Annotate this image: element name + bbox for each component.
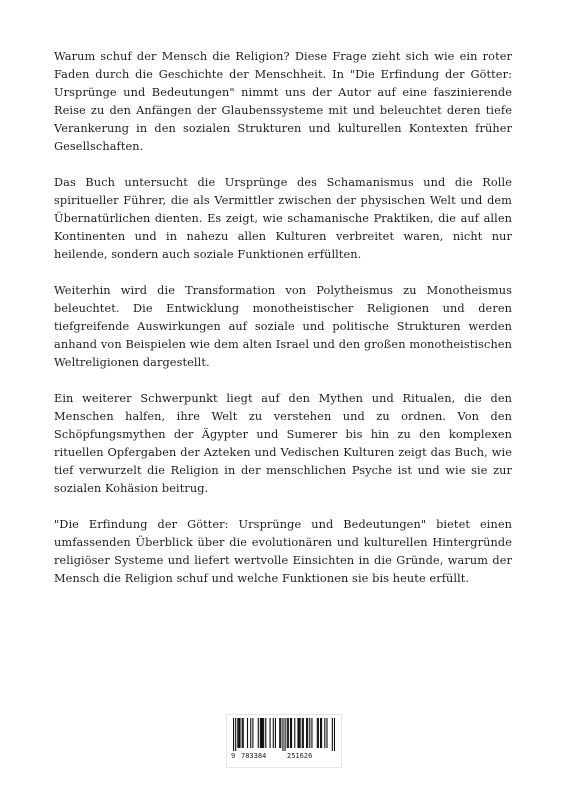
barcode-bar xyxy=(270,718,271,748)
barcode-bar xyxy=(291,718,292,748)
paragraph-4: Ein weiterer Schwerpunkt liegt auf den Mythen und Ritualen, die den Menschen halfen, ihre Welt zu verstehen und zu ordnen. Von den Schöpfungsmythen der Ägypter und Sumerer bis hin zu den komplexen rituellen Opfergaben der Azteken und Vedischen Kulturen zeigt das Buch, wie tief verwurzelt die Religion in der menschlichen Psyche ist und wie sie zur sozialen Kohäsion beitrug. xyxy=(54,392,512,495)
barcode-bar xyxy=(280,718,281,748)
barcode-bar xyxy=(334,718,335,751)
paragraph-2: Das Buch untersucht die Ursprünge des Schamanismus und die Rolle spiritueller Führer, die als Vermittler zwischen der physischen Welt und dem Übernatürlichen dienten. Es zeigt, wie schamanische Praktiken, die auf allen Kontinenten und in nahezu allen Kulturen verbreitet waren, nicht nur heilende, sondern auch soziale Funktionen erfüllten. xyxy=(54,176,512,261)
barcode-bar xyxy=(237,718,238,748)
barcode-bar xyxy=(317,718,318,748)
barcode-bar xyxy=(258,718,259,748)
barcode-bar xyxy=(263,718,264,748)
barcode-bar xyxy=(247,718,248,748)
barcode-bar xyxy=(273,718,274,748)
paragraph-1: Warum schuf der Mensch die Religion? Diese Frage zieht sich wie ein roter Faden durch die Geschichte der Menschheit. In "Die Erfindung der Götter: Ursprünge und Bedeutungen" nimmt uns der Autor auf eine faszinierende Reise zu den Anfängen der Glaubenssysteme mit und beleuchtet deren tiefe Verankerung in den sozialen Strukturen und kulturellen Kontexten früher Gesellschaften. xyxy=(54,50,512,153)
paragraph-3: Weiterhin wird die Transformation von Polytheismus zu Monotheismus beleuchtet. Die Entwicklung monotheistischer Religionen und deren tiefgreifende Auswirkungen auf soziale und politische Strukturen werden anhand von Beispielen wie dem alten Israel und den großen monotheistischen Weltreligionen dargestellt. xyxy=(54,284,512,369)
paragraph-5: "Die Erfindung der Götter: Ursprünge und Bedeutungen" bietet einen umfassenden Überblick über die evolutionären und kulturellen Hintergründe religiöser Systeme und liefert wertvolle Einsichten in die Gründe, warum der Mensch die Religion schuf und welche Funktionen sie bis heute erfüllt. xyxy=(54,518,512,585)
barcode-bar xyxy=(265,718,266,748)
barcode-bar xyxy=(324,718,325,748)
barcode-left-group: 783384 xyxy=(241,752,267,760)
barcode-bar xyxy=(306,718,307,748)
barcode-bar xyxy=(311,718,312,748)
barcode-first-digit: 9 xyxy=(231,752,236,760)
barcode-bar xyxy=(302,718,303,748)
barcode-bar xyxy=(326,718,327,748)
barcode-bar xyxy=(261,718,262,748)
barcode-bar xyxy=(287,718,288,748)
barcode-bar xyxy=(282,718,283,751)
barcode-bar xyxy=(260,718,261,748)
barcode-bar xyxy=(279,718,280,748)
isbn-barcode xyxy=(226,714,342,768)
barcode-bar xyxy=(250,718,251,748)
barcode-bar xyxy=(294,718,295,748)
barcode-bar xyxy=(235,718,236,751)
barcode-bar xyxy=(275,718,276,748)
barcode-bar xyxy=(298,718,299,748)
barcode-bar xyxy=(285,718,286,751)
barcode-bar xyxy=(300,718,301,748)
blurb-text xyxy=(54,48,512,606)
barcode-bars xyxy=(233,718,335,751)
barcode-bar xyxy=(332,718,333,751)
barcode-bar xyxy=(297,718,298,748)
barcode-bar xyxy=(262,718,263,748)
barcode-bar xyxy=(303,718,304,748)
barcode-bar xyxy=(318,718,319,748)
barcode-bar xyxy=(288,718,289,748)
barcode-bar xyxy=(320,718,321,748)
barcode-bar xyxy=(321,718,322,748)
barcode-bar xyxy=(252,718,253,748)
barcode-bar xyxy=(238,718,239,748)
barcode-bar xyxy=(243,718,244,748)
barcode-right-group: 251626 xyxy=(287,752,313,760)
barcode-bar xyxy=(307,718,308,748)
barcode-bar xyxy=(242,718,243,748)
barcode-bar xyxy=(233,718,234,751)
barcode-bar xyxy=(309,718,310,748)
barcode-bar xyxy=(239,718,240,748)
barcode-bar xyxy=(290,718,291,748)
